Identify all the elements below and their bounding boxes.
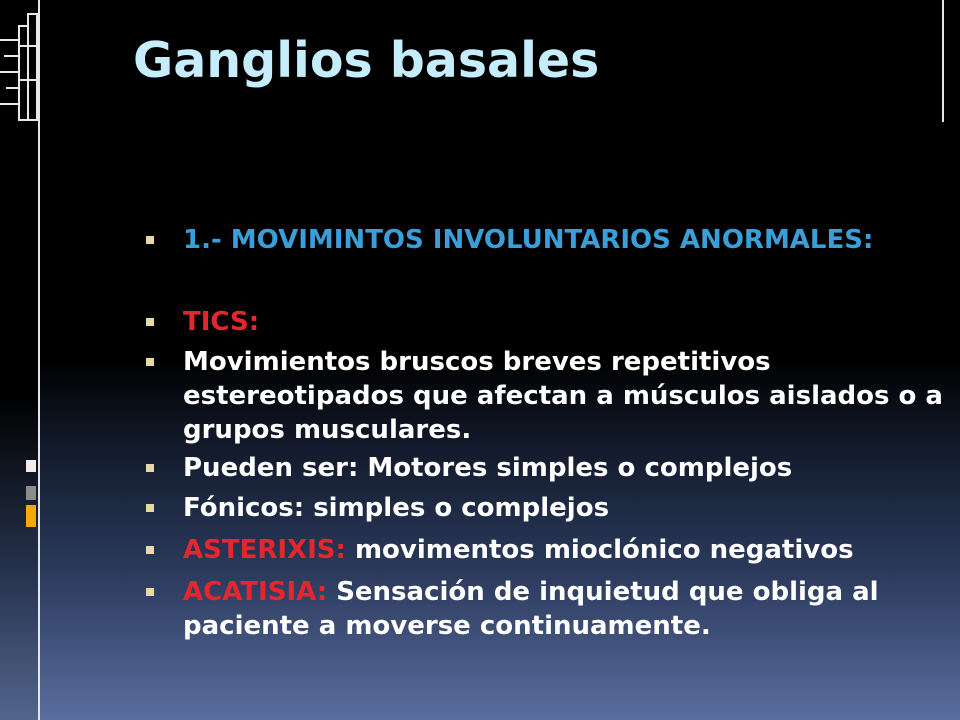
- right-divider-line: [942, 0, 944, 122]
- list-item-text: movimentos mioclónico negativos: [354, 535, 854, 565]
- list-item-text: TICS:: [183, 307, 260, 337]
- square-bullet-icon: [146, 464, 154, 472]
- list-item-text: 1.- MOVIMINTOS INVOLUNTARIOS ANORMALES:: [183, 225, 874, 255]
- square-bullet-icon: [146, 504, 154, 512]
- list-item-label: ACATISIA:: [183, 577, 328, 607]
- list-item: [183, 223, 958, 257]
- slide-title: Ganglios basales: [133, 32, 600, 89]
- accent-square-white: [26, 460, 36, 472]
- stacked-lines-decoration-icon: [0, 0, 40, 130]
- list-item-text: Movimientos bruscos breves repetitivos estereotipados que afectan a músculos aislados o a grupos musculares.: [183, 347, 943, 445]
- list-item-text: Pueden ser: Motores simples o complejos: [183, 453, 793, 483]
- square-bullet-icon: [146, 588, 154, 596]
- list-item-text: Sensación de inquietud que obliga al paciente a moverse continuamente.: [183, 577, 879, 641]
- square-bullet-icon: [146, 318, 154, 326]
- accent-square-gray: [26, 486, 36, 500]
- list-item: [183, 575, 958, 643]
- list-item-label: ASTERIXIS:: [183, 535, 346, 565]
- left-divider-line: [38, 0, 40, 720]
- square-bullet-icon: [146, 546, 154, 554]
- accent-square-yellow: [26, 505, 36, 527]
- list-item: [183, 533, 958, 567]
- list-item: [183, 451, 958, 485]
- list-item: [183, 345, 958, 447]
- list-item: [183, 305, 958, 339]
- list-item-text: Fónicos: simples o complejos: [183, 493, 610, 523]
- square-bullet-icon: [146, 236, 154, 244]
- square-bullet-icon: [146, 358, 154, 366]
- list-item: [183, 491, 958, 525]
